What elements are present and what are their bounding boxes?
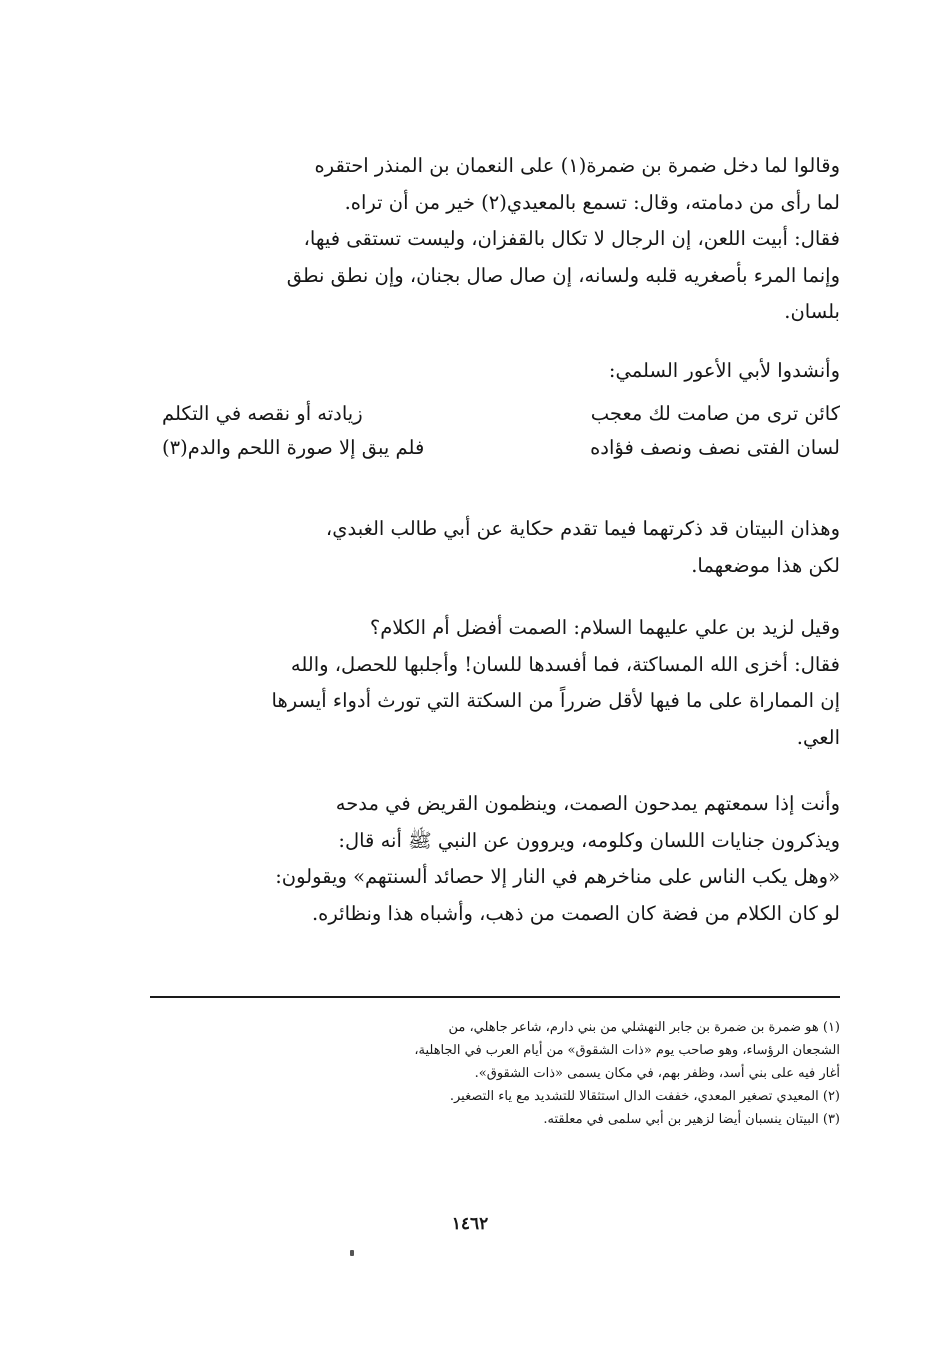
footnote-divider <box>150 996 840 998</box>
main-text <box>150 148 840 932</box>
verse-second-hemistich: زيادته أو نقصه في التكلم <box>162 402 363 425</box>
paragraph-5 <box>150 786 840 932</box>
footnote-line: (٣) البيتان ينسبان أيضا لزهير بن أبي سلمى في معلقته. <box>543 1112 840 1127</box>
footnote-line: الشجعان الرؤساء، وهو صاحب يوم «ذات الشقوق» من أيام العرب في الجاهلية، <box>414 1043 840 1058</box>
text-line: فقال: أخزى الله المساكتة، فما أفسدها للسان! وأجلبها للحصل، والله <box>290 652 840 676</box>
text-line: إن المماراة على ما فيها لأقل ضرراً من السكتة التي تورث أدواء أيسرها <box>271 689 840 712</box>
verse-first-hemistich: لسان الفتى نصف ونصف فؤاده <box>590 436 840 459</box>
footnotes <box>150 1016 840 1131</box>
text-line: وقالوا لما دخل ضمرة بن ضمرة(١) على النعمان بن المنذر احتقره <box>314 154 840 177</box>
text-line: لو كان الكلام من فضة كان الصمت من ذهب، وأشباه هذا ونظائره. <box>311 901 840 925</box>
page-number: ١٤٦٢ <box>451 1214 489 1234</box>
text-line: بلسان. <box>784 300 840 323</box>
text-line: وأنشدوا لأبي الأعور السلمي: <box>608 358 840 382</box>
text-line: وأنت إذا سمعتهم يمدحون الصمت، وينظمون القريض في مدحه <box>335 792 840 815</box>
text-line: ويذكرون جنايات اللسان وكلومه، ويروون عن النبي ﷺ أنه قال: <box>338 828 840 852</box>
footnote-line: (٢) المعيدي تصغير المعدي، خففت الدال استثقالا للتشديد مع ياء التصغير. <box>449 1089 840 1104</box>
poem <box>150 397 840 465</box>
text-line: «وهل يكب الناس على مناخرهم في النار إلا حصائد ألسنتهم» ويقولون: <box>275 865 840 888</box>
verse-second-hemistich: فلم يبق إلا صورة اللحم والدم(٣) <box>162 436 425 459</box>
text-line: وقيل لزيد بن علي عليهما السلام: الصمت أفضل أم الكلام؟ <box>369 616 840 639</box>
footnote-line: أغار فيه على بني أسد، وظفر بهم، في مكان يسمى «ذات الشقوق». <box>474 1066 840 1081</box>
scan-speck <box>350 1250 354 1256</box>
text-line: وإنما المرء بأصغريه قلبه ولسانه، إن صال صال بجنان، وإن نطق نطق <box>286 263 840 287</box>
paragraph-2 <box>150 353 840 390</box>
text-line: لما رأى من دمامته، وقال: تسمع بالمعيدي(٢) خير من أن تراه. <box>344 190 840 214</box>
text-line: فقال: أبيت اللعن، إن الرجال لا تكال بالقفزان، وليست تستقى فيها، <box>303 227 840 250</box>
paragraph-4 <box>150 610 840 756</box>
text-line: العي. <box>796 725 840 749</box>
text-line: وهذان البيتان قد ذكرتهما فيما تقدم حكاية عن أبي طالب الغبدي، <box>325 517 840 540</box>
paragraph-3 <box>150 511 840 584</box>
text-line: لكن هذا موضعهما. <box>691 553 840 577</box>
verse-first-hemistich: كائن ترى من صامت لك معجب <box>590 402 840 425</box>
paragraph-1 <box>150 148 840 331</box>
verse-2 <box>150 431 840 465</box>
footnote-line: (١) هو ضمرة بن ضمرة بن جابر النهشلي من بني دارم، شاعر جاهلي، من <box>448 1020 840 1035</box>
verse-1 <box>150 397 840 431</box>
